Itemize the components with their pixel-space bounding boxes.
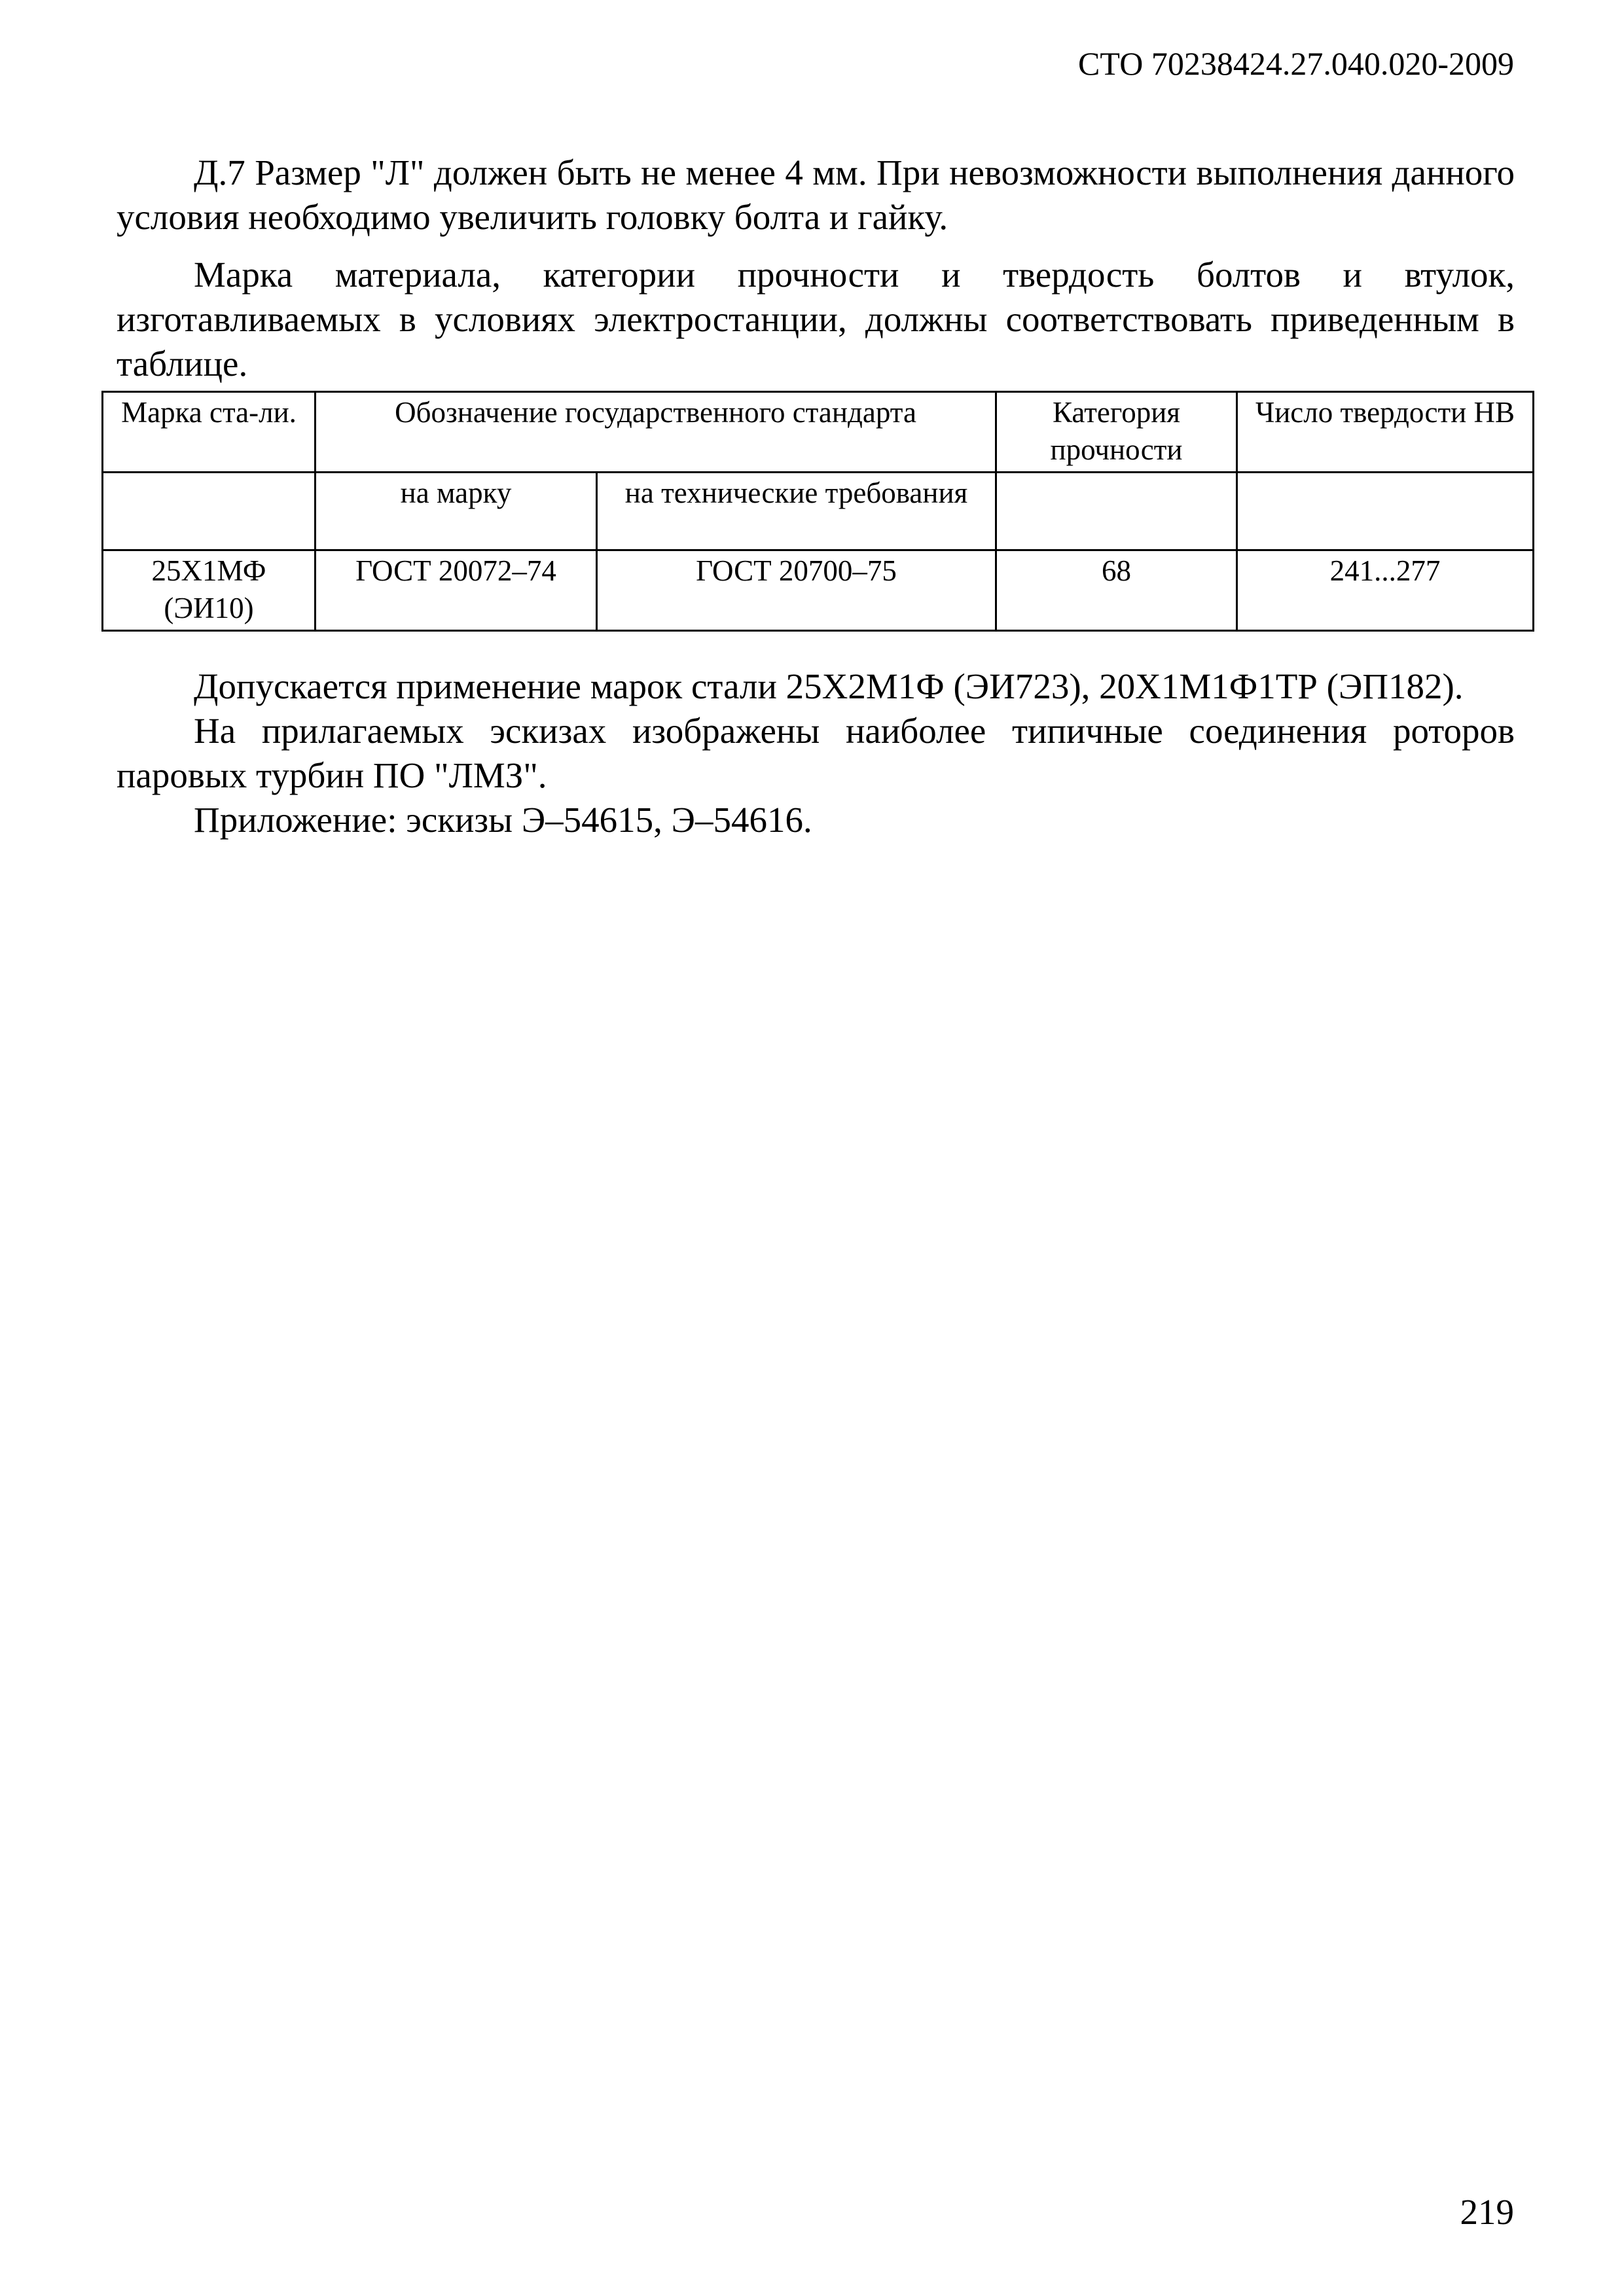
page-number: 219: [1460, 2192, 1514, 2232]
table-subheader-row: [103, 473, 1534, 550]
subheader-empty-cell: [103, 473, 316, 550]
header-hardness: Число твердости НВ: [1237, 392, 1534, 473]
paragraph-appendix: Приложение: эскизы Э–54615, Э–54616.: [194, 800, 812, 840]
cell-steel-grade: 25Х1МФ (ЭИ10): [103, 550, 316, 631]
cell-strength-category: 68: [996, 550, 1237, 631]
subheader-empty-cell: [996, 473, 1237, 550]
closing-text: [117, 664, 1515, 842]
header-steel-grade: Марка ста-ли.: [103, 392, 316, 473]
subheader-empty-cell: [1237, 473, 1534, 550]
header-state-standard: Обозначение государственного стандарта: [316, 392, 996, 473]
paragraph-material-grade: Марка материала, категории прочности и твердость болтов и втулок, изготавливаемых в условиях электростанции, должны соответствовать приведенным в таблице.: [117, 255, 1515, 384]
table-row: [103, 550, 1534, 631]
subheader-on-requirements: на технические требования: [597, 473, 996, 550]
document-code: СТО 70238424.27.040.020-2009: [1078, 45, 1514, 82]
cell-hardness: 241...277: [1237, 550, 1534, 631]
table-header-row: [103, 392, 1534, 473]
paragraph-sketches: На прилагаемых эскизах изображены наиболее типичные соединения роторов паровых турбин ПО "ЛМЗ".: [117, 711, 1515, 795]
intro-text: [117, 151, 1515, 386]
header-strength-category: Категория прочности: [996, 392, 1237, 473]
subheader-on-grade: на марку: [316, 473, 597, 550]
paragraph-d7: Д.7 Размер "Л" должен быть не менее 4 мм. При невозможности выполнения данного условия необходимо увеличить головку болта и гайку.: [117, 152, 1515, 237]
paragraph-allowed-grades: Допускается применение марок стали 25Х2М1Ф (ЭИ723), 20Х1М1Ф1ТР (ЭП182).: [194, 666, 1464, 706]
cell-on-grade: ГОСТ 20072–74: [316, 550, 597, 631]
bolt-material-table: [101, 391, 1534, 632]
cell-on-requirements: ГОСТ 20700–75: [597, 550, 996, 631]
